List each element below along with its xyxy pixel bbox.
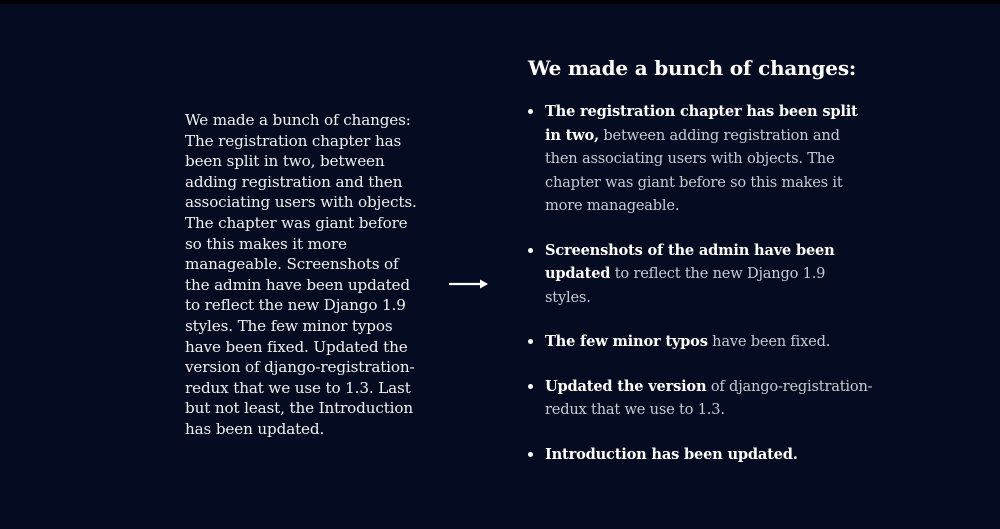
list-item	[528, 443, 873, 467]
change-list	[528, 100, 873, 466]
bullet-icon	[528, 384, 533, 389]
bullet-icon	[528, 248, 533, 253]
bullet-icon	[528, 109, 533, 114]
item-text: to reflect the new Django 1.9 styles.	[545, 265, 826, 306]
right-arrow-icon	[449, 276, 489, 292]
list-item	[528, 330, 873, 354]
item-text: have been fixed.	[707, 333, 831, 350]
top-edge	[0, 0, 1000, 4]
item-bold-text: The few minor typos	[545, 333, 708, 350]
item-text: between adding registration and then associating users with objects. The chapter was giant before so this makes it more manageable.	[545, 126, 843, 214]
item-bold-text: Introduction has been updated.	[545, 445, 798, 463]
item-bold-text: Updated the version	[545, 377, 707, 395]
bullet-icon	[528, 339, 533, 344]
item-bold-text: Screenshots of the admin have been updated	[545, 241, 835, 282]
bullet-icon	[528, 452, 533, 457]
item-text: of django-registration-redux that we use to 1.3.	[545, 377, 873, 418]
original-text-block: We made a bunch of changes: The registration chapter has been split in two, between adding registration and then associating users with objects. The chapter was giant before so this makes it more manageable. Screenshots of the admin have been updated to reflect the new Django 1.9 styles. The few minor typos have been fixed. Updated the version of django-registration-redux that we use to 1.3. Last but not least, the Introduction has been updated.	[185, 111, 417, 438]
list-item	[528, 239, 873, 310]
item-bold-text: The registration chapter has been split in two,	[545, 103, 858, 144]
formatted-changes-block	[528, 54, 873, 487]
changes-heading: We made a bunch of changes:	[528, 56, 857, 80]
list-item	[528, 375, 873, 422]
list-item	[528, 100, 873, 218]
